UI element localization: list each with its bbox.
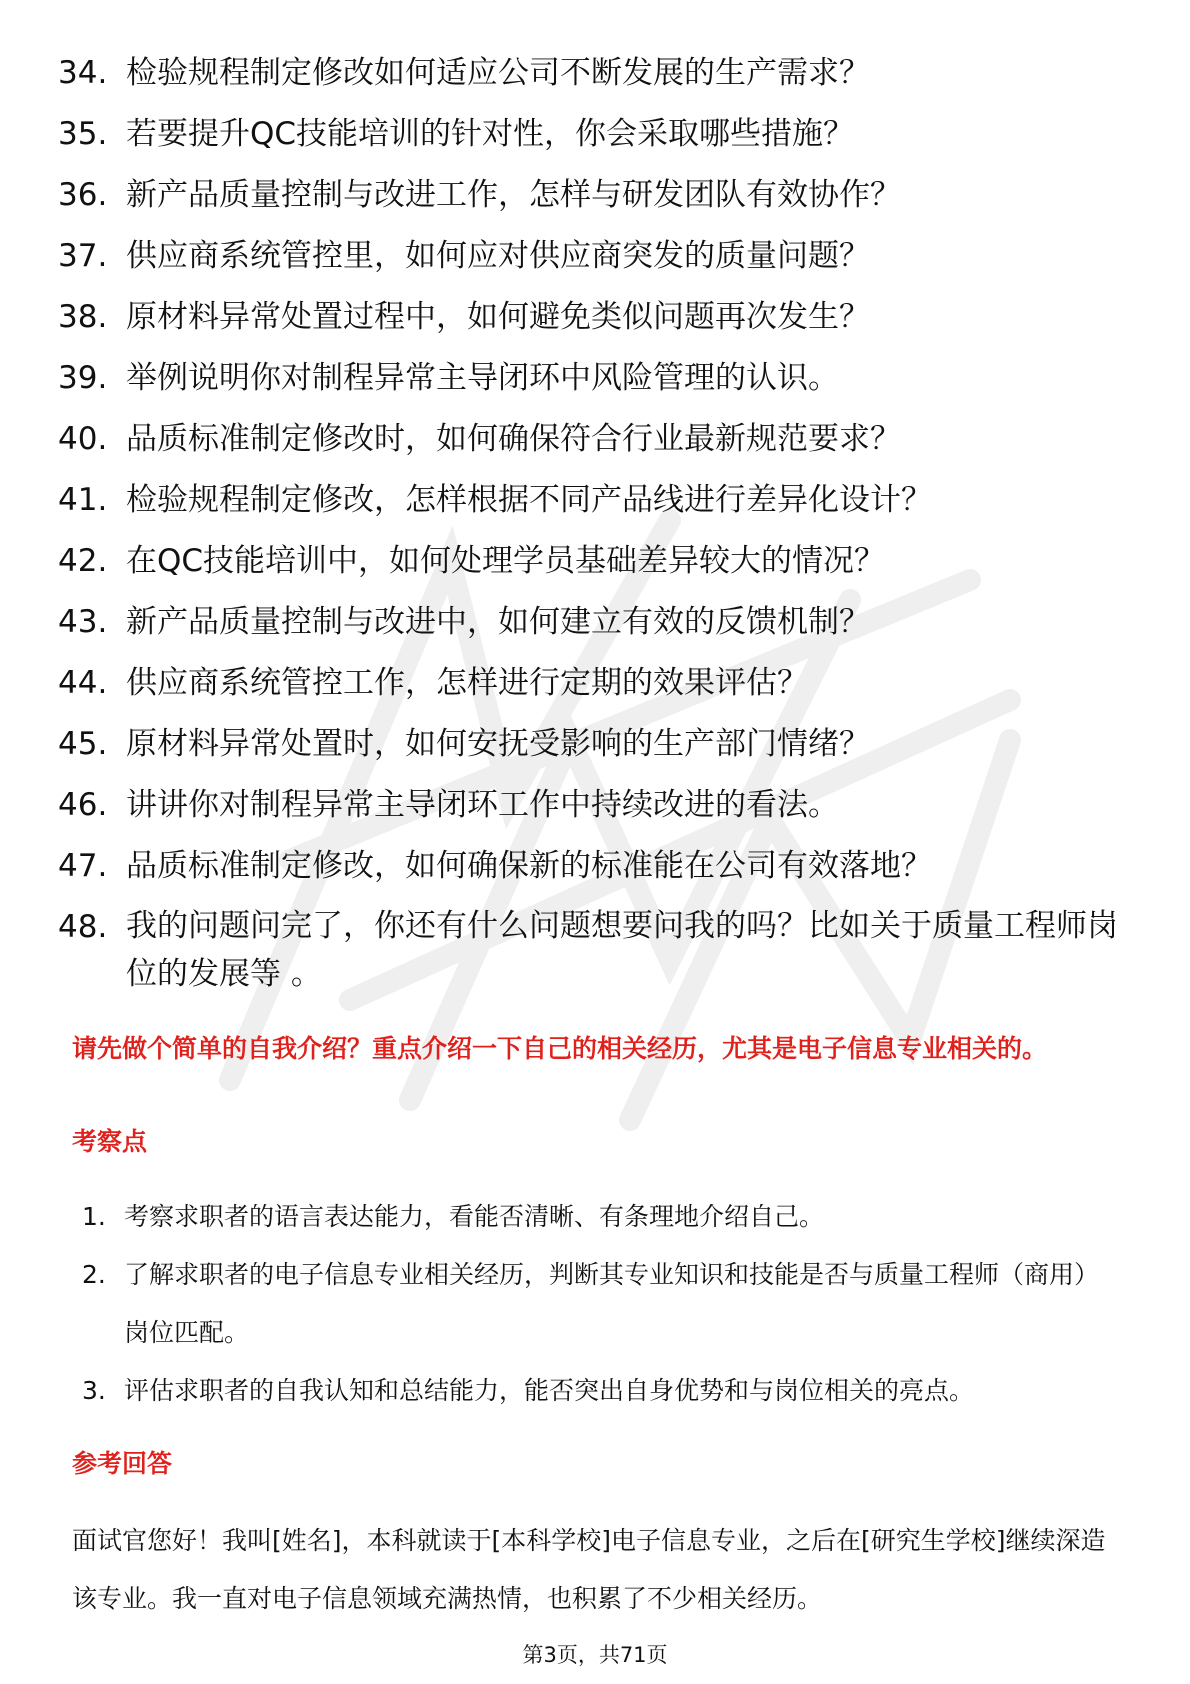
- question-text: 新产品质量控制与改进中，如何建立有效的反馈机制？: [126, 604, 870, 640]
- question-number: 47.: [58, 848, 108, 884]
- question-number: 38.: [58, 299, 108, 335]
- question-item: [58, 780, 1118, 830]
- point-text: 了解求职者的电子信息专业相关经历，判断其专业知识和技能是否与质量工程师（商用）岗位匹配。: [124, 1260, 1100, 1347]
- point-number: 1.: [82, 1202, 106, 1231]
- question-number: 46.: [58, 787, 108, 823]
- assessment-point: [82, 1246, 1122, 1362]
- question-number: 44.: [58, 665, 108, 701]
- question-item: [58, 597, 1118, 647]
- interview-prompt: 请先做个简单的自我介绍？重点介绍一下自己的相关经历，尤其是电子信息专业相关的。: [72, 1034, 1048, 1063]
- question-text: 原材料异常处置过程中，如何避免类似问题再次发生？: [126, 299, 870, 335]
- question-number: 45.: [58, 726, 108, 762]
- question-text: 我的问题问完了，你还有什么问题想要问我的吗？比如关于质量工程师岗位的发展等 。: [126, 908, 1118, 992]
- assessment-point: [82, 1188, 1122, 1246]
- question-number: 43.: [58, 604, 108, 640]
- question-item: [58, 902, 1118, 998]
- question-text: 品质标准制定修改，如何确保新的标准能在公司有效落地？: [126, 848, 932, 884]
- question-number: 48.: [58, 909, 108, 945]
- page-footer: 第3页，共71页: [522, 1643, 668, 1667]
- question-item: [58, 353, 1118, 403]
- question-item: [58, 292, 1118, 342]
- question-text: 供应商系统管控里，如何应对供应商突发的质量问题？: [126, 238, 870, 274]
- question-item: [58, 109, 1118, 159]
- question-text: 在QC技能培训中，如何处理学员基础差异较大的情况？: [126, 543, 886, 579]
- points-heading: 考察点: [72, 1127, 148, 1156]
- question-item: [58, 536, 1118, 586]
- assessment-point: [82, 1362, 1122, 1420]
- question-number: 34.: [58, 55, 108, 91]
- answer-paragraph: 面试官您好！我叫[姓名]，本科就读于[本科学校]电子信息专业，之后在[研究生学校]继续深造该专业。我一直对电子信息领域充满热情，也积累了不少相关经历。: [72, 1526, 1106, 1613]
- question-text: 讲讲你对制程异常主导闭环工作中持续改进的看法。: [126, 787, 839, 823]
- question-list: [58, 48, 1118, 1009]
- point-number: 2.: [82, 1260, 106, 1289]
- question-item: [58, 475, 1118, 525]
- point-number: 3.: [82, 1376, 106, 1405]
- question-item: [58, 658, 1118, 708]
- question-text: 品质标准制定修改时，如何确保符合行业最新规范要求？: [126, 421, 901, 457]
- question-item: [58, 719, 1118, 769]
- question-number: 40.: [58, 421, 108, 457]
- question-item: [58, 48, 1118, 98]
- question-item: [58, 231, 1118, 281]
- question-text: 检验规程制定修改，怎样根据不同产品线进行差异化设计？: [126, 482, 932, 518]
- question-number: 39.: [58, 360, 108, 396]
- question-number: 35.: [58, 116, 108, 152]
- question-text: 新产品质量控制与改进工作，怎样与研发团队有效协作？: [126, 177, 901, 213]
- question-item: [58, 841, 1118, 891]
- question-item: [58, 414, 1118, 464]
- point-text: 评估求职者的自我认知和总结能力，能否突出自身优势和与岗位相关的亮点。: [124, 1376, 975, 1405]
- point-text: 考察求职者的语言表达能力，看能否清晰、有条理地介绍自己。: [124, 1202, 825, 1231]
- question-item: [58, 170, 1118, 220]
- question-number: 42.: [58, 543, 108, 579]
- question-number: 36.: [58, 177, 108, 213]
- question-text: 举例说明你对制程异常主导闭环中风险管理的认识。: [126, 360, 839, 396]
- question-number: 37.: [58, 238, 108, 274]
- question-text: 若要提升QC技能培训的针对性，你会采取哪些措施？: [126, 116, 855, 152]
- question-text: 检验规程制定修改如何适应公司不断发展的生产需求？: [126, 55, 870, 91]
- question-text: 供应商系统管控工作，怎样进行定期的效果评估？: [126, 665, 808, 701]
- question-text: 原材料异常处置时，如何安抚受影响的生产部门情绪？: [126, 726, 870, 762]
- assessment-points-list: [82, 1188, 1122, 1420]
- question-number: 41.: [58, 482, 108, 518]
- answer-heading: 参考回答: [72, 1449, 173, 1478]
